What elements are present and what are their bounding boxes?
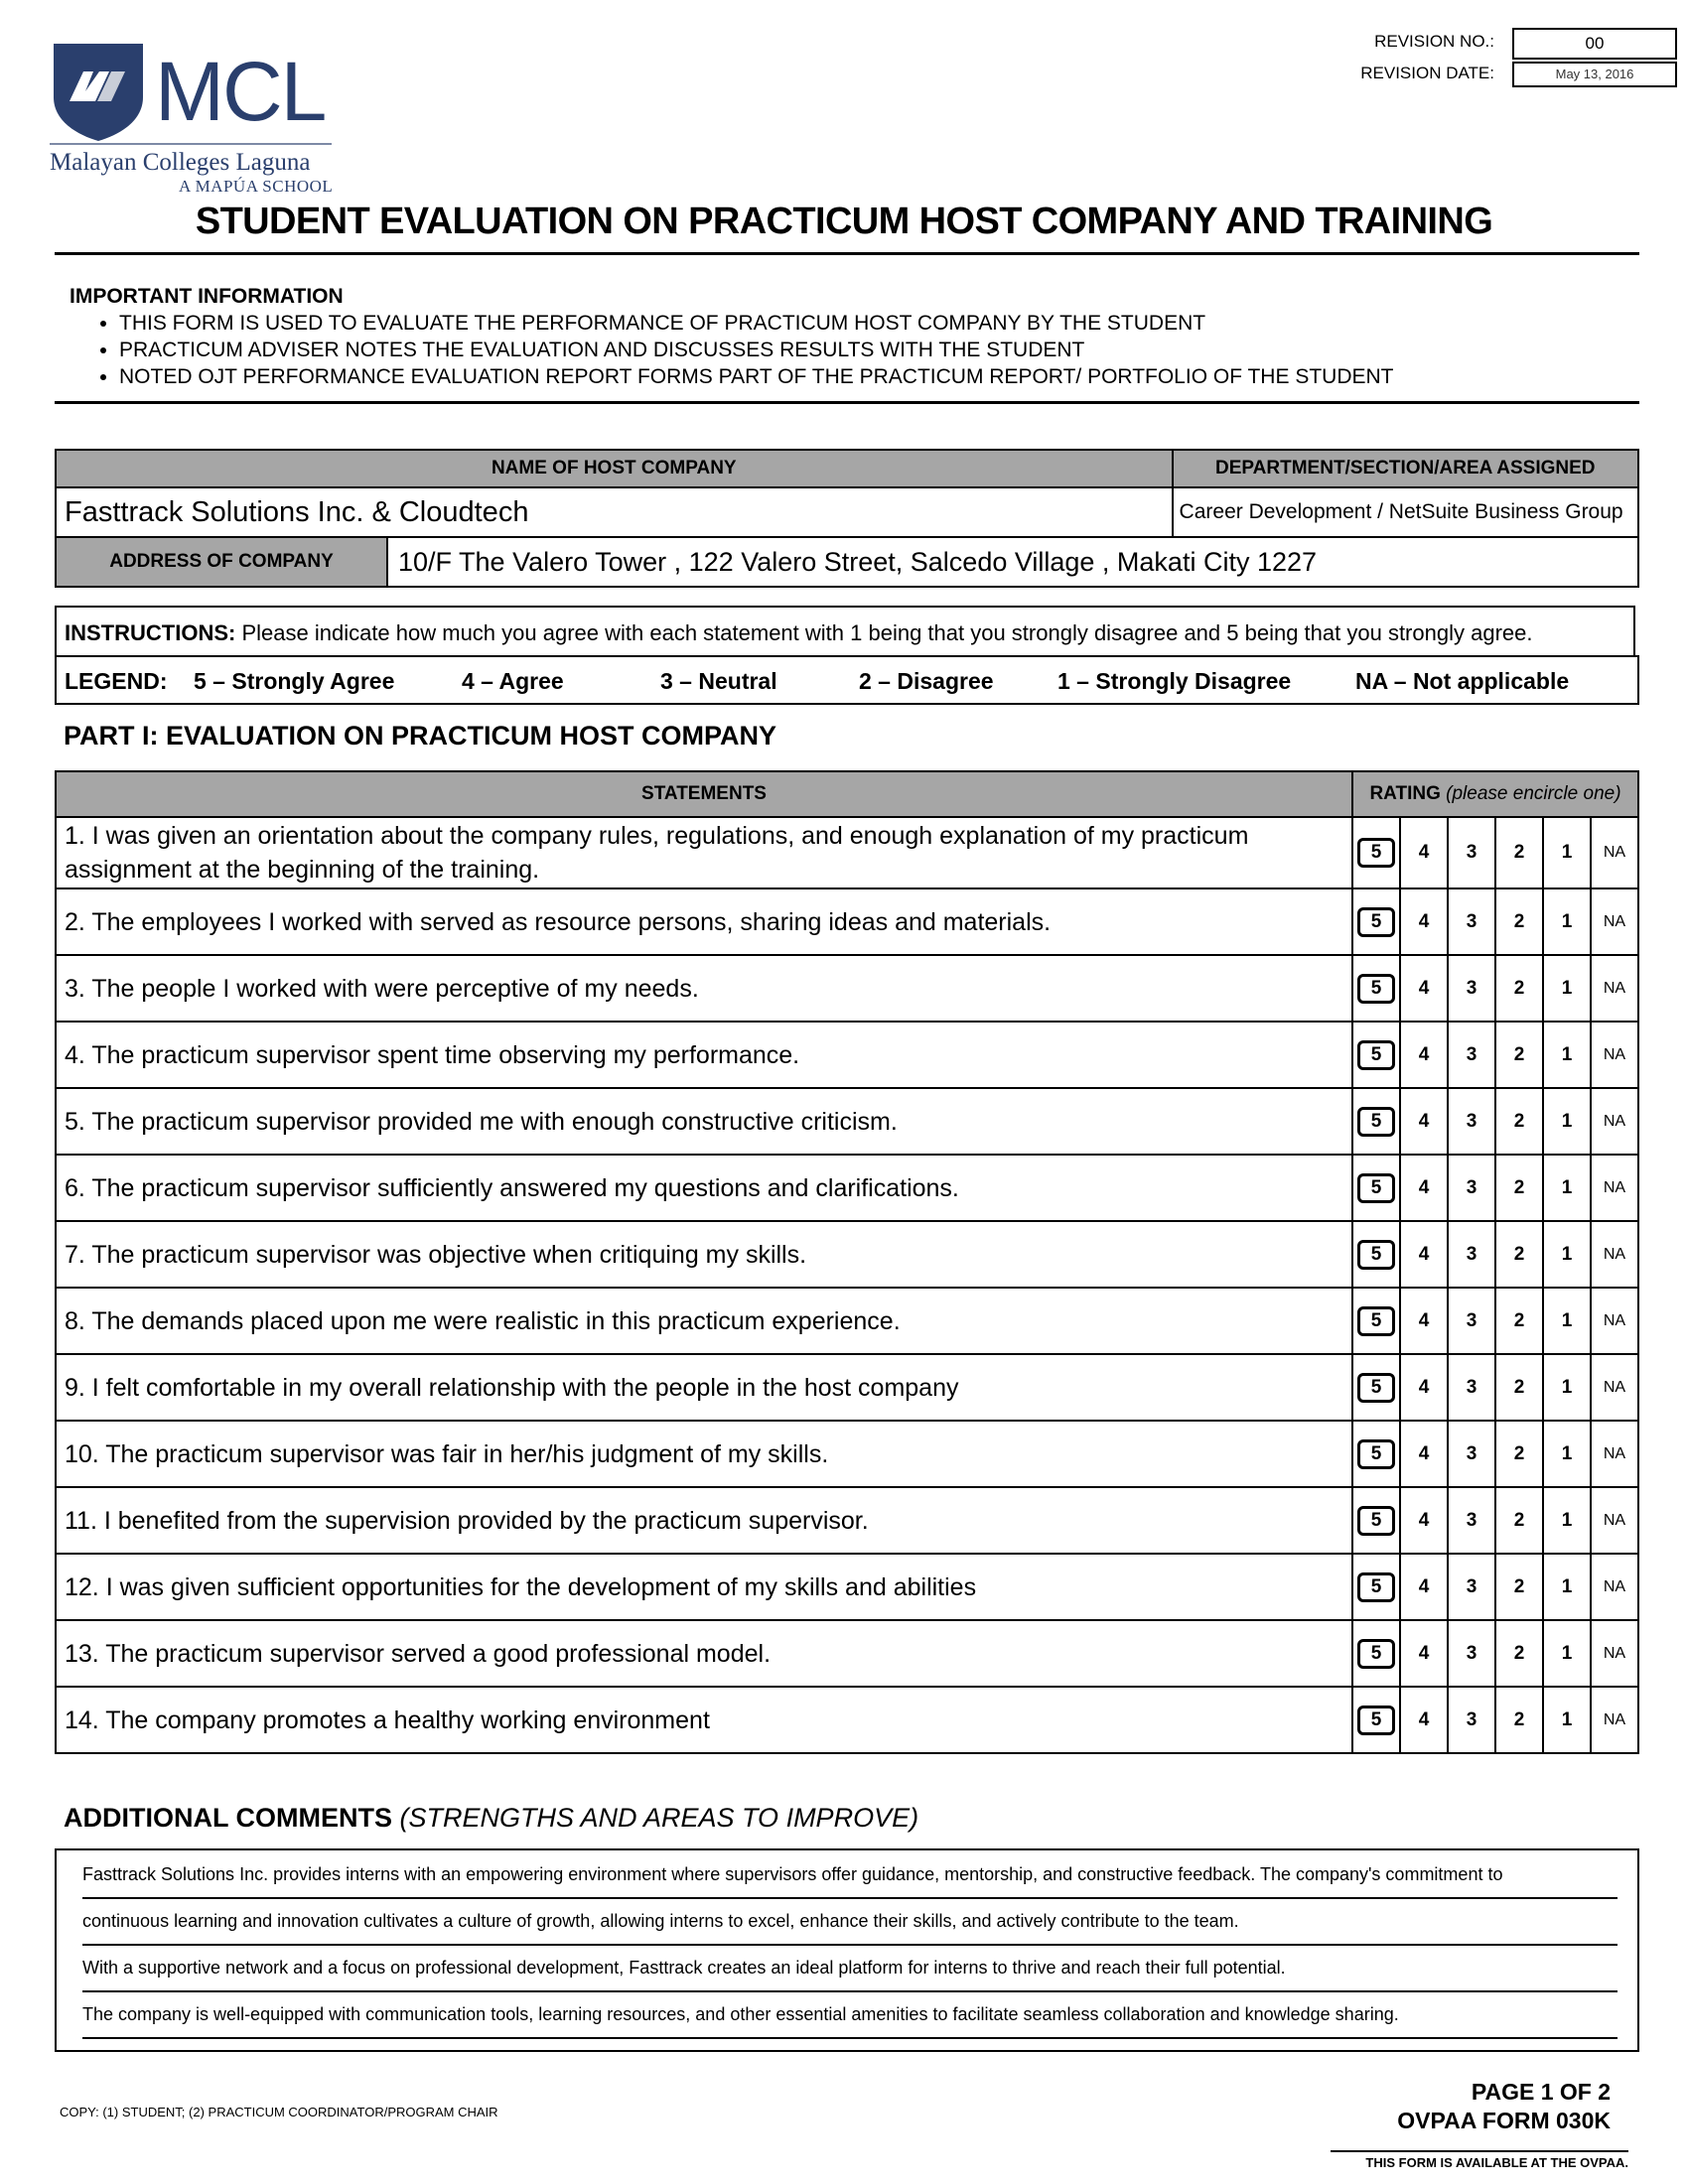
rating-option-3[interactable] [1448, 1487, 1495, 1554]
rating-option-na[interactable] [1591, 955, 1638, 1022]
rating-value: NA [1603, 1245, 1626, 1263]
rating-value: 3 [1466, 842, 1477, 863]
rating-option-na[interactable] [1591, 1554, 1638, 1620]
availability-note: THIS FORM IS AVAILABLE AT THE OVPAA. [1365, 2155, 1628, 2170]
rating-option-4[interactable] [1400, 1554, 1448, 1620]
comments-note: (STRENGTHS AND AREAS TO IMPROVE) [399, 1803, 919, 1833]
rating-option-4[interactable] [1400, 1221, 1448, 1288]
address-field[interactable]: 10/F The Valero Tower , 122 Valero Street, Salcedo Village , Makati City 1227 [387, 537, 1638, 587]
revision-no-value: 00 [1512, 28, 1677, 60]
rating-option-1[interactable] [1543, 1354, 1591, 1421]
rating-header-note: (please encircle one) [1446, 783, 1621, 804]
statements-table [55, 770, 1639, 1754]
rating-option-5[interactable] [1352, 1088, 1400, 1155]
mcl-shield-icon [50, 40, 147, 143]
rating-option-1[interactable] [1543, 1620, 1591, 1687]
rating-value: 1 [1561, 1243, 1573, 1265]
rating-value: 4 [1418, 910, 1430, 932]
rating-value: 2 [1513, 1243, 1525, 1265]
rating-option-3[interactable] [1448, 1421, 1495, 1487]
school-logo [50, 40, 338, 199]
revision-date-value: May 13, 2016 [1512, 62, 1677, 87]
rating-option-5[interactable] [1352, 1155, 1400, 1221]
rating-option-na[interactable] [1591, 1288, 1638, 1354]
rating-value: 4 [1418, 1509, 1430, 1531]
rating-value: 3 [1466, 1376, 1477, 1398]
rating-value: 1 [1561, 1509, 1573, 1531]
rating-value: 4 [1418, 1243, 1430, 1265]
rating-option-3[interactable] [1448, 1554, 1495, 1620]
company-name-header: NAME OF HOST COMPANY [56, 450, 1173, 487]
rating-option-1[interactable] [1543, 817, 1591, 888]
legend-item: 2 – Disagree [859, 668, 994, 694]
rating-option-3[interactable] [1448, 1221, 1495, 1288]
rating-value: 4 [1418, 1575, 1430, 1597]
rating-option-3[interactable] [1448, 1620, 1495, 1687]
rating-value: NA [1603, 844, 1626, 861]
statement-text: 2. The employees I worked with served as resource persons, sharing ideas and materials. [56, 888, 1352, 955]
instructions-text: Please indicate how much you agree with each statement with 1 being that you strongly disagree and 5 being that you strongly agree. [241, 620, 1533, 645]
rating-option-3[interactable] [1448, 1088, 1495, 1155]
statement-row [56, 1155, 1638, 1221]
legend-item: 1 – Strongly Disagree [1057, 668, 1292, 694]
rating-option-2[interactable] [1495, 888, 1543, 955]
rating-option-3[interactable] [1448, 955, 1495, 1022]
footer-divider [1331, 2150, 1628, 2152]
copy-distribution: COPY: (1) STUDENT; (2) PRACTICUM COORDINATOR/PROGRAM CHAIR [60, 2105, 498, 2119]
rating-value: 4 [1418, 1708, 1430, 1730]
statement-row [56, 1288, 1638, 1354]
rating-value: NA [1603, 1112, 1626, 1130]
statement-row [56, 1421, 1638, 1487]
rating-option-2[interactable] [1495, 1421, 1543, 1487]
rating-value: 3 [1466, 1309, 1477, 1331]
part1-title: EVALUATION ON PRACTICUM HOST COMPANY [166, 721, 777, 751]
rating-value: 2 [1513, 1110, 1525, 1132]
rating-value: 4 [1418, 1176, 1430, 1198]
statement-text: 4. The practicum supervisor spent time observing my performance. [56, 1022, 1352, 1088]
legend-item: 5 – Strongly Agree [194, 668, 395, 694]
rating-value: 3 [1466, 910, 1477, 932]
statement-row [56, 1620, 1638, 1687]
important-item: • NOTED OJT PERFORMANCE EVALUATION REPORT FORMS PART OF THE PRACTICUM REPORT/ PORTFOLIO OF THE STUDENT [119, 363, 1393, 390]
rating-value: 2 [1513, 1642, 1525, 1664]
rating-value: 1 [1561, 1043, 1573, 1065]
rating-value: 3 [1466, 1043, 1477, 1065]
rating-option-1[interactable] [1543, 1554, 1591, 1620]
rating-option-1[interactable] [1543, 1288, 1591, 1354]
instructions-label: INSTRUCTIONS: [65, 620, 236, 645]
rating-value: NA [1603, 1710, 1626, 1728]
rating-option-5[interactable] [1352, 1421, 1400, 1487]
rating-option-1[interactable] [1543, 1088, 1591, 1155]
rating-value: 2 [1513, 1575, 1525, 1597]
rating-option-2[interactable] [1495, 1620, 1543, 1687]
statement-text: 5. The practicum supervisor provided me with enough constructive criticism. [56, 1088, 1352, 1155]
company-table [55, 449, 1639, 588]
important-information [70, 283, 1393, 390]
statement-row [56, 1088, 1638, 1155]
rating-option-na[interactable] [1591, 1155, 1638, 1221]
rating-option-5[interactable] [1352, 1620, 1400, 1687]
rating-value: 4 [1418, 1110, 1430, 1132]
statement-row [56, 1022, 1638, 1088]
rating-value: 1 [1561, 842, 1573, 863]
comment-line[interactable]: With a supportive network and a focus on professional development, Fasttrack creates an ideal platform for interns to thrive and reach their full potential. [82, 1946, 1618, 1992]
rating-value: 3 [1466, 1243, 1477, 1265]
statement-text: 7. The practicum supervisor was objective when critiquing my skills. [56, 1221, 1352, 1288]
rating-option-1[interactable] [1543, 1421, 1591, 1487]
rating-option-na[interactable] [1591, 1687, 1638, 1753]
rating-option-2[interactable] [1495, 955, 1543, 1022]
address-label: ADDRESS OF COMPANY [56, 537, 387, 587]
rating-option-2[interactable] [1495, 1088, 1543, 1155]
part1-label: PART I: [64, 721, 159, 751]
rating-option-na[interactable] [1591, 1620, 1638, 1687]
rating-value: NA [1603, 1511, 1626, 1529]
rating-option-3[interactable] [1448, 1288, 1495, 1354]
statement-text: 12. I was given sufficient opportunities for the development of my skills and abilities [56, 1554, 1352, 1620]
statement-text: 9. I felt comfortable in my overall relationship with the people in the host company [56, 1354, 1352, 1421]
legend-item: 4 – Agree [462, 668, 564, 694]
statement-row [56, 1687, 1638, 1753]
statement-row [56, 955, 1638, 1022]
rating-option-2[interactable] [1495, 1288, 1543, 1354]
rating-value: 1 [1561, 1110, 1573, 1132]
selected-rating: 5 [1357, 1506, 1395, 1536]
rating-option-5[interactable] [1352, 888, 1400, 955]
selected-rating: 5 [1357, 1373, 1395, 1403]
rating-value: 4 [1418, 1376, 1430, 1398]
statement-row [56, 888, 1638, 955]
rating-value: 3 [1466, 1509, 1477, 1531]
revision-date-label: REVISION DATE: [1360, 64, 1494, 82]
rating-option-5[interactable] [1352, 1354, 1400, 1421]
statement-text: 11. I benefited from the supervision provided by the practicum supervisor. [56, 1487, 1352, 1554]
statement-text: 1. I was given an orientation about the company rules, regulations, and enough explanation of my practicum assignment at the beginning of the training. [56, 817, 1352, 888]
rating-value: 1 [1561, 1309, 1573, 1331]
rating-value: 2 [1513, 842, 1525, 863]
selected-rating: 5 [1357, 974, 1395, 1004]
selected-rating: 5 [1357, 907, 1395, 937]
rating-option-5[interactable] [1352, 1221, 1400, 1288]
rating-option-4[interactable] [1400, 955, 1448, 1022]
rating-option-na[interactable] [1591, 1088, 1638, 1155]
rating-option-4[interactable] [1400, 1487, 1448, 1554]
rating-option-3[interactable] [1448, 1022, 1495, 1088]
rating-option-2[interactable] [1495, 1687, 1543, 1753]
department-field[interactable]: Career Development / NetSuite Business Group [1173, 487, 1638, 537]
form-title: STUDENT EVALUATION ON PRACTICUM HOST COMPANY AND TRAINING [195, 201, 1493, 242]
rating-option-2[interactable] [1495, 1155, 1543, 1221]
rating-value: 4 [1418, 1442, 1430, 1464]
rating-value: 2 [1513, 977, 1525, 999]
selected-rating: 5 [1357, 1240, 1395, 1270]
school-tagline: A MAPÚA SCHOOL [179, 177, 334, 196]
legend-box [55, 655, 1639, 705]
instructions-box [55, 606, 1635, 657]
rating-option-3[interactable] [1448, 817, 1495, 888]
rating-option-5[interactable] [1352, 1687, 1400, 1753]
rating-value: 2 [1513, 1176, 1525, 1198]
rating-value: 1 [1561, 977, 1573, 999]
info-divider [55, 401, 1639, 404]
rating-value: NA [1603, 1378, 1626, 1396]
comment-line[interactable]: continuous learning and innovation cultivates a culture of growth, allowing interns to excel, enhance their skills, and actively contribute to the team. [82, 1899, 1618, 1946]
rating-option-1[interactable] [1543, 955, 1591, 1022]
rating-value: 1 [1561, 1708, 1573, 1730]
rating-value: NA [1603, 1311, 1626, 1329]
rating-option-na[interactable] [1591, 1487, 1638, 1554]
rating-option-4[interactable] [1400, 1088, 1448, 1155]
rating-value: 1 [1561, 1575, 1573, 1597]
rating-value: 2 [1513, 1309, 1525, 1331]
rating-value: 2 [1513, 1509, 1525, 1531]
title-divider [55, 252, 1639, 255]
rating-value: 4 [1418, 977, 1430, 999]
rating-option-1[interactable] [1543, 1221, 1591, 1288]
rating-value: NA [1603, 1644, 1626, 1662]
rating-value: 2 [1513, 1376, 1525, 1398]
rating-option-2[interactable] [1495, 1554, 1543, 1620]
statement-text: 8. The demands placed upon me were realistic in this practicum experience. [56, 1288, 1352, 1354]
rating-value: 4 [1418, 842, 1430, 863]
important-item: • PRACTICUM ADVISER NOTES THE EVALUATION AND DISCUSSES RESULTS WITH THE STUDENT [119, 337, 1393, 363]
form-number: OVPAA FORM 030K [1397, 2108, 1611, 2133]
rating-option-5[interactable] [1352, 1288, 1400, 1354]
page-number: PAGE 1 OF 2 [1471, 2079, 1611, 2105]
rating-option-na[interactable] [1591, 1022, 1638, 1088]
school-name: Malayan Colleges Laguna [50, 149, 311, 176]
rating-option-4[interactable] [1400, 1155, 1448, 1221]
rating-value: NA [1603, 1045, 1626, 1063]
rating-option-5[interactable] [1352, 1022, 1400, 1088]
rating-option-na[interactable] [1591, 1421, 1638, 1487]
rating-option-2[interactable] [1495, 817, 1543, 888]
rating-value: 3 [1466, 977, 1477, 999]
rating-option-4[interactable] [1400, 1421, 1448, 1487]
rating-value: 4 [1418, 1309, 1430, 1331]
legend-item: NA – Not applicable [1355, 668, 1570, 694]
statement-text: 3. The people I worked with were perceptive of my needs. [56, 955, 1352, 1022]
rating-value: 1 [1561, 1642, 1573, 1664]
rating-option-4[interactable] [1400, 1288, 1448, 1354]
rating-value: 2 [1513, 1442, 1525, 1464]
statement-row [56, 1487, 1638, 1554]
rating-option-4[interactable] [1400, 1620, 1448, 1687]
rating-option-na[interactable] [1591, 817, 1638, 888]
department-header: DEPARTMENT/SECTION/AREA ASSIGNED [1173, 450, 1638, 487]
rating-option-5[interactable] [1352, 955, 1400, 1022]
rating-option-1[interactable] [1543, 1155, 1591, 1221]
legend-item: 3 – Neutral [660, 668, 777, 694]
statement-row [56, 1354, 1638, 1421]
rating-option-na[interactable] [1591, 1354, 1638, 1421]
rating-value: NA [1603, 1178, 1626, 1196]
important-heading: IMPORTANT INFORMATION [70, 285, 344, 308]
rating-value: 3 [1466, 1575, 1477, 1597]
rating-option-3[interactable] [1448, 1155, 1495, 1221]
rating-option-4[interactable] [1400, 1687, 1448, 1753]
rating-option-2[interactable] [1495, 1221, 1543, 1288]
rating-option-1[interactable] [1543, 1487, 1591, 1554]
rating-value: NA [1603, 912, 1626, 930]
important-item: • THIS FORM IS USED TO EVALUATE THE PERFORMANCE OF PRACTICUM HOST COMPANY BY THE STUDENT [119, 310, 1393, 337]
rating-option-1[interactable] [1543, 888, 1591, 955]
statement-row [56, 1221, 1638, 1288]
important-list [70, 310, 1393, 390]
rating-value: 3 [1466, 1708, 1477, 1730]
rating-header-label: RATING [1369, 783, 1441, 804]
rating-option-1[interactable] [1543, 1687, 1591, 1753]
comment-line[interactable]: The company is well-equipped with communication tools, learning resources, and other essential amenities to facilitate seamless collaboration and knowledge sharing. [82, 1992, 1618, 2039]
rating-value: 4 [1418, 1043, 1430, 1065]
company-name-field[interactable]: Fasttrack Solutions Inc. & Cloudtech [56, 487, 1173, 537]
rating-value: 2 [1513, 910, 1525, 932]
statement-text: 14. The company promotes a healthy working environment [56, 1687, 1352, 1753]
selected-rating: 5 [1357, 1706, 1395, 1735]
rating-header [1352, 771, 1638, 817]
rating-option-4[interactable] [1400, 888, 1448, 955]
rating-option-5[interactable] [1352, 1487, 1400, 1554]
rating-option-4[interactable] [1400, 1354, 1448, 1421]
selected-rating: 5 [1357, 1572, 1395, 1602]
rating-option-na[interactable] [1591, 1221, 1638, 1288]
selected-rating: 5 [1357, 1107, 1395, 1137]
logo-text: MCL [155, 45, 326, 138]
statement-text: 13. The practicum supervisor served a good professional model. [56, 1620, 1352, 1687]
legend-label: LEGEND: [65, 668, 168, 694]
rating-value: 3 [1466, 1442, 1477, 1464]
rating-value: NA [1603, 1444, 1626, 1462]
logo-divider [50, 143, 332, 145]
comments-box[interactable] [55, 1848, 1639, 2052]
rating-value: 1 [1561, 1376, 1573, 1398]
rating-value: 1 [1561, 1176, 1573, 1198]
rating-value: 3 [1466, 1176, 1477, 1198]
selected-rating: 5 [1357, 1040, 1395, 1070]
rating-option-3[interactable] [1448, 1354, 1495, 1421]
comment-line[interactable]: Fasttrack Solutions Inc. provides interns with an empowering environment where supervisors offer guidance, mentorship, and constructive feedback. The company's commitment to [82, 1852, 1618, 1899]
rating-option-5[interactable] [1352, 817, 1400, 888]
statement-row [56, 817, 1638, 888]
rating-option-2[interactable] [1495, 1354, 1543, 1421]
rating-option-4[interactable] [1400, 1022, 1448, 1088]
rating-value: 3 [1466, 1110, 1477, 1132]
statement-text: 6. The practicum supervisor sufficiently answered my questions and clarifications. [56, 1155, 1352, 1221]
statement-row [56, 1554, 1638, 1620]
comments-label: ADDITIONAL COMMENTS [64, 1803, 392, 1833]
rating-value: 1 [1561, 1442, 1573, 1464]
statements-header: STATEMENTS [56, 771, 1352, 817]
rating-value: 1 [1561, 910, 1573, 932]
rating-option-1[interactable] [1543, 1022, 1591, 1088]
rating-value: 2 [1513, 1043, 1525, 1065]
selected-rating: 5 [1357, 1173, 1395, 1203]
part1-heading [64, 721, 776, 751]
selected-rating: 5 [1357, 1306, 1395, 1336]
rating-option-2[interactable] [1495, 1487, 1543, 1554]
selected-rating: 5 [1357, 1439, 1395, 1469]
rating-value: 2 [1513, 1708, 1525, 1730]
rating-value: 4 [1418, 1642, 1430, 1664]
rating-option-5[interactable] [1352, 1554, 1400, 1620]
rating-value: NA [1603, 979, 1626, 997]
rating-value: 3 [1466, 1642, 1477, 1664]
comments-heading [64, 1803, 918, 1834]
rating-value: NA [1603, 1577, 1626, 1595]
selected-rating: 5 [1357, 838, 1395, 868]
statement-text: 10. The practicum supervisor was fair in her/his judgment of my skills. [56, 1421, 1352, 1487]
rating-option-2[interactable] [1495, 1022, 1543, 1088]
selected-rating: 5 [1357, 1639, 1395, 1669]
rating-option-3[interactable] [1448, 1687, 1495, 1753]
rating-option-3[interactable] [1448, 888, 1495, 955]
revision-no-label: REVISION NO.: [1374, 32, 1494, 51]
rating-option-na[interactable] [1591, 888, 1638, 955]
rating-option-4[interactable] [1400, 817, 1448, 888]
